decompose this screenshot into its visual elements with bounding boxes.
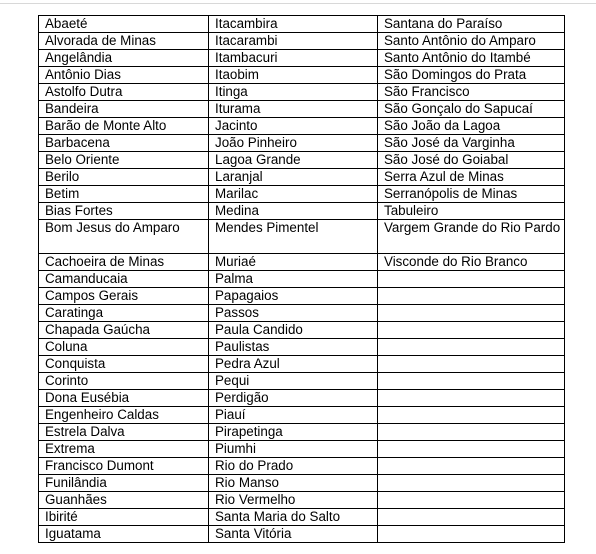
table-cell: Muriaé (209, 254, 378, 271)
table-row (39, 101, 565, 118)
table-cell: Itinga (209, 84, 378, 101)
table-row (39, 390, 565, 407)
table-cell: Serra Azul de Minas (378, 169, 565, 186)
table-cell: Guanhães (39, 492, 209, 509)
table-cell: Passos (209, 305, 378, 322)
table-cell (378, 390, 565, 407)
table-row (39, 67, 565, 84)
table-cell: Piumhi (209, 441, 378, 458)
table-cell: Estrela Dalva (39, 424, 209, 441)
table-row (39, 373, 565, 390)
table-cell: Santa Vitória (209, 526, 378, 543)
table-cell: Santo Antônio do Amparo (378, 33, 565, 50)
table-row (39, 254, 565, 271)
table-cell: São José da Varginha (378, 135, 565, 152)
table-cell (378, 356, 565, 373)
table-cell: Chapada Gaúcha (39, 322, 209, 339)
table-cell: Marilac (209, 186, 378, 203)
table-cell: Ibirité (39, 509, 209, 526)
table-row (39, 135, 565, 152)
table-row (39, 50, 565, 67)
table-cell: Jacinto (209, 118, 378, 135)
table-cell: Itacambira (209, 16, 378, 33)
table-cell: Antônio Dias (39, 67, 209, 84)
table-cell (378, 339, 565, 356)
table-row (39, 509, 565, 526)
table-cell: Santo Antônio do Itambé (378, 50, 565, 67)
table-cell: Extrema (39, 441, 209, 458)
table-cell: Paulistas (209, 339, 378, 356)
table-cell: Santa Maria do Salto (209, 509, 378, 526)
table-cell: Bandeira (39, 101, 209, 118)
table-cell: Campos Gerais (39, 288, 209, 305)
table-cell: Caratinga (39, 305, 209, 322)
table-row (39, 441, 565, 458)
table-cell: Funilândia (39, 475, 209, 492)
table-row (39, 118, 565, 135)
table-row (39, 526, 565, 543)
table-row (39, 288, 565, 305)
table-cell: João Pinheiro (209, 135, 378, 152)
table-cell: Berilo (39, 169, 209, 186)
table-cell: Abaeté (39, 16, 209, 33)
table-cell: Rio do Prado (209, 458, 378, 475)
table-cell: Coluna (39, 339, 209, 356)
table-cell (378, 305, 565, 322)
table-cell: Alvorada de Minas (39, 33, 209, 50)
table-row (39, 339, 565, 356)
table-cell: Paula Candido (209, 322, 378, 339)
table-row (39, 16, 565, 33)
table-cell: Visconde do Rio Branco (378, 254, 565, 271)
table-cell: Barbacena (39, 135, 209, 152)
table-cell (378, 509, 565, 526)
table-cell: Itambacuri (209, 50, 378, 67)
table-cell: Rio Manso (209, 475, 378, 492)
table-cell: São Francisco (378, 84, 565, 101)
table-cell: São João da Lagoa (378, 118, 565, 135)
table-cell: São Domingos do Prata (378, 67, 565, 84)
table-cell: Engenheiro Caldas (39, 407, 209, 424)
table-cell: Barão de Monte Alto (39, 118, 209, 135)
table-cell: Iguatama (39, 526, 209, 543)
table-cell: Iturama (209, 101, 378, 118)
municipality-table (38, 15, 565, 543)
table-cell: Itacarambi (209, 33, 378, 50)
table-row (39, 305, 565, 322)
table-cell (378, 492, 565, 509)
table-row (39, 458, 565, 475)
table-cell: Vargem Grande do Rio Pardo (378, 220, 565, 254)
table-cell (378, 373, 565, 390)
table-row (39, 220, 565, 254)
table-row (39, 169, 565, 186)
municipality-table-body (39, 16, 565, 543)
table-cell: Piauí (209, 407, 378, 424)
table-cell (378, 526, 565, 543)
table-cell (378, 288, 565, 305)
table-cell: Bom Jesus do Amparo (39, 220, 209, 254)
table-cell: Pirapetinga (209, 424, 378, 441)
table-row (39, 33, 565, 50)
table-cell: Francisco Dumont (39, 458, 209, 475)
table-row (39, 492, 565, 509)
table-row (39, 203, 565, 220)
table-row (39, 84, 565, 101)
table-cell: Camanducaia (39, 271, 209, 288)
table-cell: Itaobim (209, 67, 378, 84)
table-cell: São Gonçalo do Sapucaí (378, 101, 565, 118)
table-cell: Belo Oriente (39, 152, 209, 169)
table-cell: Dona Eusébia (39, 390, 209, 407)
table-row (39, 152, 565, 169)
table-cell (378, 407, 565, 424)
table-cell (378, 458, 565, 475)
table-row (39, 271, 565, 288)
table-row (39, 475, 565, 492)
table-cell: Pequi (209, 373, 378, 390)
table-cell: Mendes Pimentel (209, 220, 378, 254)
table-cell (378, 271, 565, 288)
table-cell: Santana do Paraíso (378, 16, 565, 33)
table-cell: Palma (209, 271, 378, 288)
table-cell: Laranjal (209, 169, 378, 186)
table-cell: Papagaios (209, 288, 378, 305)
table-row (39, 407, 565, 424)
table-cell: Bias Fortes (39, 203, 209, 220)
table-cell: Conquista (39, 356, 209, 373)
table-cell (378, 322, 565, 339)
table-cell: Astolfo Dutra (39, 84, 209, 101)
top-rule (0, 3, 596, 4)
table-row (39, 424, 565, 441)
table-cell: São José do Goiabal (378, 152, 565, 169)
table-cell: Angelândia (39, 50, 209, 67)
table-cell (378, 475, 565, 492)
table-row (39, 356, 565, 373)
table-cell: Cachoeira de Minas (39, 254, 209, 271)
table-cell: Corinto (39, 373, 209, 390)
table-cell: Rio Vermelho (209, 492, 378, 509)
table-row (39, 186, 565, 203)
table-cell: Pedra Azul (209, 356, 378, 373)
table-cell: Medina (209, 203, 378, 220)
table-cell: Perdigão (209, 390, 378, 407)
table-cell: Serranópolis de Minas (378, 186, 565, 203)
table-cell: Tabuleiro (378, 203, 565, 220)
table-row (39, 322, 565, 339)
table-cell: Betim (39, 186, 209, 203)
table-cell: Lagoa Grande (209, 152, 378, 169)
table-cell (378, 441, 565, 458)
table-cell (378, 424, 565, 441)
